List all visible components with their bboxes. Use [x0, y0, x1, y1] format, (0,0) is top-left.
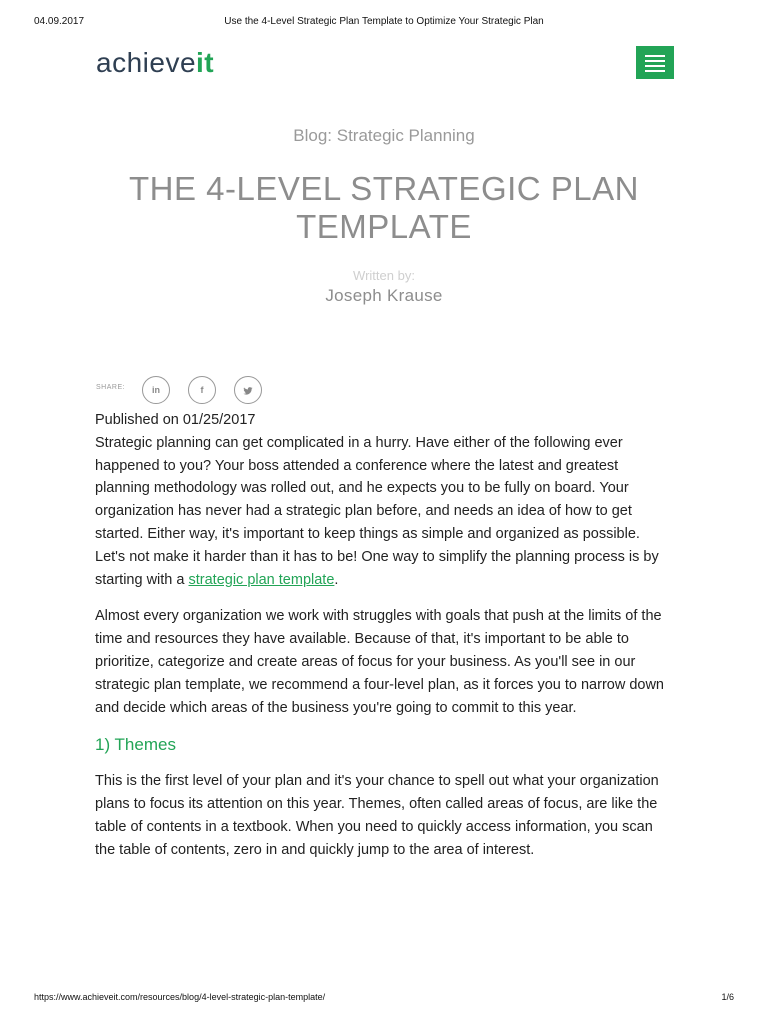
paragraph-intro-text: Strategic planning can get complicated in a hurry. Have either of the following ever happened to you? Your boss attended a conference where the latest and greatest planning methodology was rolled out, and he expects you to be fully on board. Your organization has never had a strategic plan before, and needs an idea of how to get started. Either way, it's important to keep things as simple and organized as possible. Let's not make it harder than it has to be! One way to simplify the planning process is by starting with a — [95, 434, 659, 588]
share-label: SHARE: — [96, 384, 126, 391]
written-by-label: Written by: — [353, 268, 415, 283]
print-document-title: Use the 4-Level Strategic Plan Template to Optimize Your Strategic Plan — [224, 16, 544, 27]
twitter-icon[interactable] — [234, 376, 262, 404]
published-date: Published on 01/25/2017 — [95, 412, 256, 428]
paragraph-intro — [95, 432, 673, 592]
paragraph-themes: This is the first level of your plan and it's your chance to spell out what your organization plans to focus its attention on this year. Themes, often called areas of focus, are like the table of contents in a textbook. When you need to quickly access information, you scan the table of contents, zero in and quickly jump to the area of interest. — [95, 773, 659, 858]
logo-text-accent: it — [196, 47, 215, 78]
achieveit-logo[interactable] — [96, 46, 214, 80]
paragraph-organizations: Almost every organization we work with struggles with goals that push at the limits of the time and resources they have available. Because of that, it's important to be able to prioritize, categorize and create areas of focus for your business. As you'll see in our strategic plan template, we recommend a four-level plan, as it forces you to narrow down and decide which areas of the business you're going to commit to this year. — [95, 608, 664, 716]
section-heading-themes: 1) Themes — [95, 735, 176, 755]
print-url: https://www.achieveit.com/resources/blog/4-level-strategic-plan-template/ — [34, 992, 326, 1002]
article-body — [95, 409, 673, 862]
paragraph-intro-end: . — [334, 571, 339, 588]
page-title: THE 4-LEVEL STRATEGIC PLAN TEMPLATE — [129, 170, 639, 245]
print-page-number: 1/6 — [721, 992, 734, 1002]
menu-button[interactable] — [636, 46, 674, 79]
print-footer — [34, 992, 734, 1006]
strategic-plan-template-link[interactable]: strategic plan template — [188, 571, 335, 588]
logo-text-main: achieve — [96, 47, 197, 78]
linkedin-icon[interactable]: in — [142, 376, 170, 404]
facebook-icon[interactable]: f — [188, 376, 216, 404]
author-name: Joseph Krause — [325, 286, 443, 305]
print-date: 04.09.2017 — [34, 16, 85, 27]
print-header — [34, 16, 734, 30]
blog-category[interactable]: Blog: Strategic Planning — [293, 126, 475, 145]
